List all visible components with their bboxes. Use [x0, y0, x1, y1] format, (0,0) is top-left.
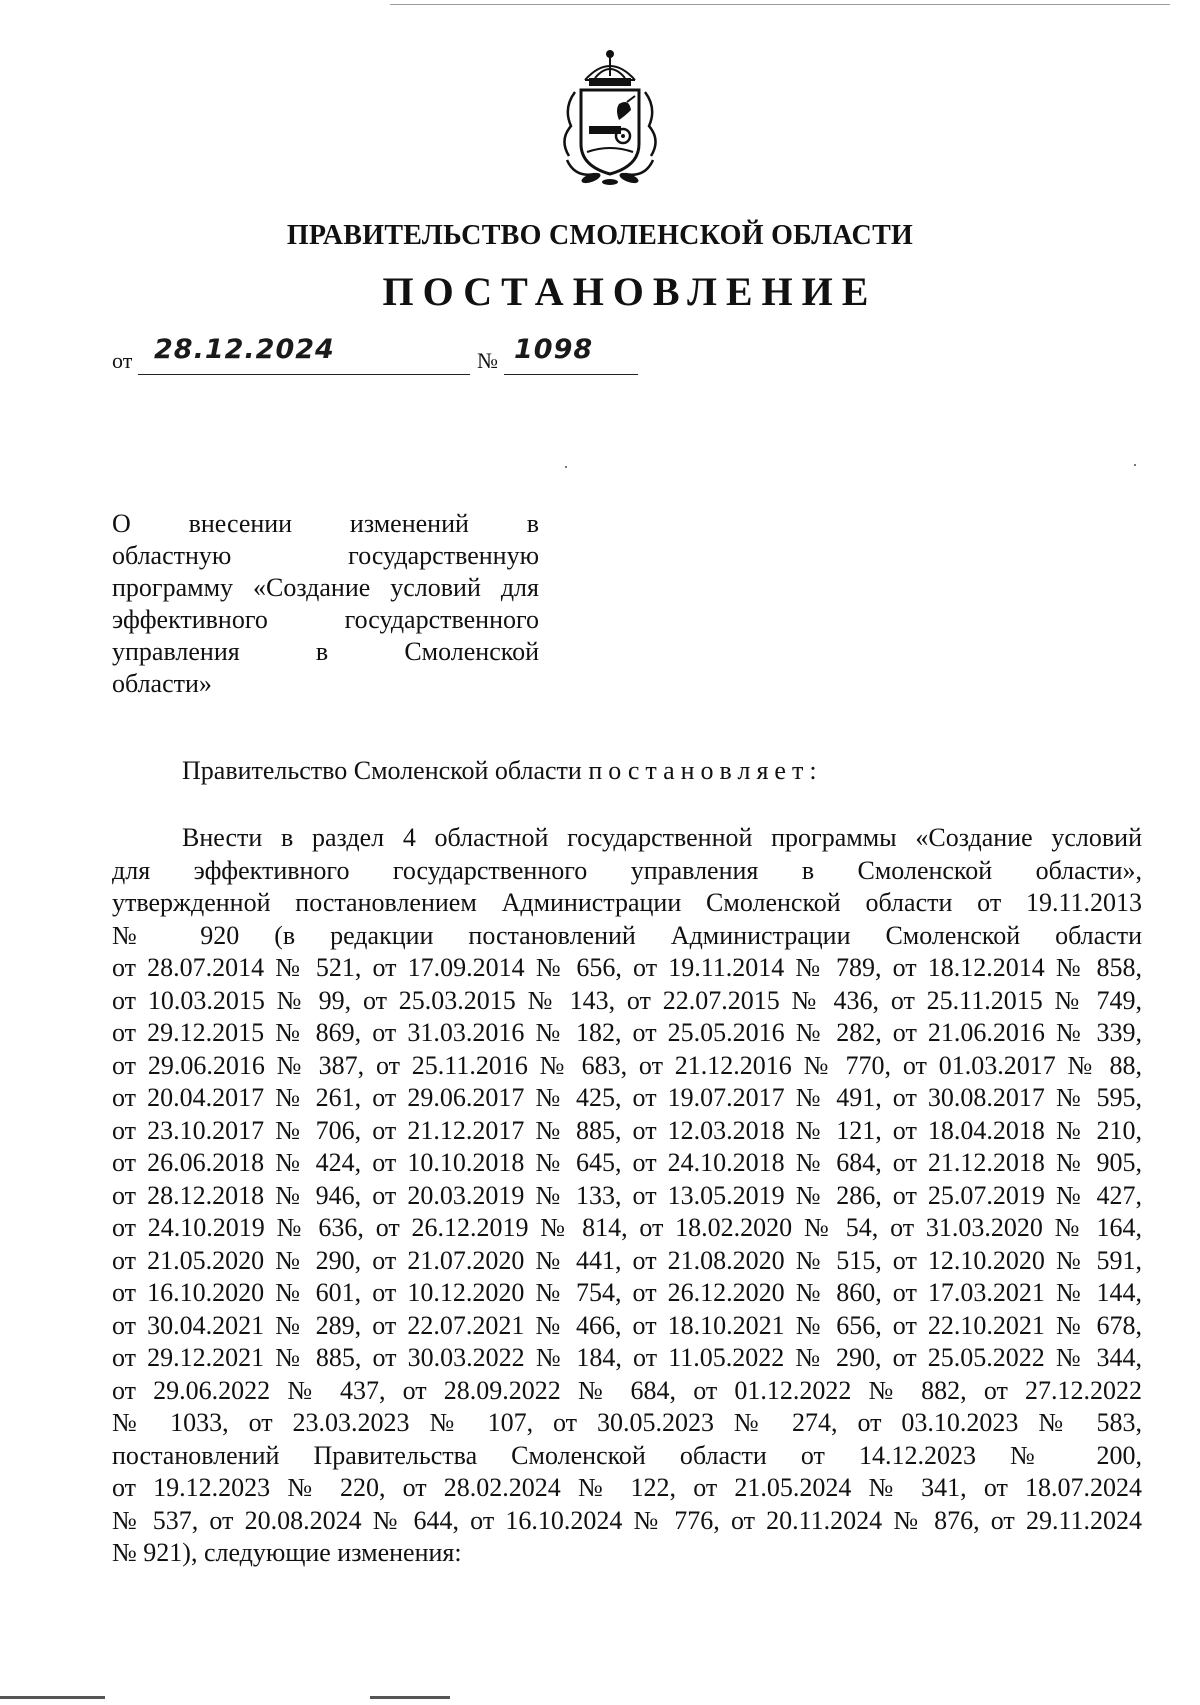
body-line: от 23.10.2017 № 706, от 21.12.2017 № 885, от 12.03.2018 № 121, от 18.04.2018 № 210, [112, 1115, 1142, 1145]
number-label: № [477, 348, 498, 373]
body-line: от 28.07.2014 № 521, от 17.09.2014 № 656, от 19.11.2014 № 789, от 18.12.2014 № 858, [112, 953, 1142, 982]
body-line: № 921), следующие изменения: [112, 1538, 462, 1567]
body-line: от 16.10.2020 № 601, от 10.12.2020 № 754, от 26.12.2020 № 860, от 17.03.2021 № 144, [112, 1278, 1142, 1307]
body-line: от 30.04.2021 № 289, от 22.07.2021 № 466, от 18.10.2021 № 656, от 22.10.2021 № 678, [112, 1310, 1142, 1340]
body-line: № 920 (в редакции постановлений Администрации Смоленской области [112, 920, 1142, 950]
body-line: от 29.12.2021 № 885, от 30.03.2022 № 184, от 11.05.2022 № 290, от 25.05.2022 № 344, [112, 1343, 1142, 1372]
body-line: от 20.04.2017 № 261, от 29.06.2017 № 425, от 19.07.2017 № 491, от 30.08.2017 № 595, [112, 1083, 1142, 1112]
date-underline [138, 374, 470, 375]
scan-speck [565, 466, 567, 468]
date-label: от [112, 348, 133, 373]
body-line: от 29.06.2016 № 387, от 25.11.2016 № 683, от 21.12.2016 № 770, от 01.03.2017 № 88, [112, 1050, 1142, 1080]
body-line: от 26.06.2018 № 424, от 10.10.2018 № 645, от 24.10.2018 № 684, от 21.12.2018 № 905, [112, 1148, 1142, 1177]
subject-line: программу «Создание условий для [112, 573, 539, 602]
body-line: Внести в раздел 4 областной государственной программы «Создание условий [182, 823, 1142, 852]
subject-line: О внесении изменений в [112, 509, 539, 538]
body-line: № 1033, от 23.03.2023 № 107, от 30.05.2023 № 274, от 03.10.2023 № 583, [112, 1408, 1142, 1437]
body-line: утвержденной постановлением Администрации Смоленской области от 19.11.2013 [112, 888, 1142, 917]
preamble-prefix: Правительство Смоленской области [182, 756, 589, 785]
body-line: от 28.12.2018 № 946, от 20.03.2019 № 133, от 13.05.2019 № 286, от 25.07.2019 № 427, [112, 1180, 1142, 1210]
handwritten-number: 1098 [514, 334, 594, 365]
body-line: от 21.05.2020 № 290, от 21.07.2020 № 441, от 21.08.2020 № 515, от 12.10.2020 № 591, [112, 1245, 1142, 1275]
document-type: ПОСТАНОВЛЕНИЕ [382, 269, 878, 314]
body-line: от 24.10.2019 № 636, от 26.12.2019 № 814, от 18.02.2020 № 54, от 31.03.2020 № 164, [112, 1213, 1142, 1242]
subject-line: областную государственную [112, 541, 539, 570]
scan-artifact-mark [370, 1696, 450, 1699]
body-line: для эффективного государственного управления в Смоленской области», [112, 855, 1142, 885]
handwritten-date: 28.12.2024 [154, 334, 335, 365]
resolution-preamble [182, 756, 823, 786]
scan-artifact-mark [0, 1696, 105, 1699]
scan-artifact-line [390, 4, 1170, 5]
body-line: № 537, от 20.08.2024 № 644, от 16.10.2024 № 776, от 20.11.2024 № 876, от 29.11.2024 [112, 1505, 1142, 1535]
document-subject [112, 508, 539, 700]
subject-line: области» [112, 669, 212, 698]
subject-line: управления в Смоленской [112, 637, 539, 666]
coat-of-arms-emblem [555, 48, 665, 188]
resolution-body [112, 822, 1142, 1570]
subject-line: эффективного государственного [112, 605, 539, 634]
body-line: от 29.06.2022 № 437, от 28.09.2022 № 684, от 01.12.2022 № 882, от 27.12.2022 [112, 1375, 1142, 1405]
body-line: от 29.12.2015 № 869, от 31.03.2016 № 182, от 25.05.2016 № 282, от 21.06.2016 № 339, [112, 1018, 1142, 1047]
number-underline [504, 374, 638, 375]
scan-speck [1134, 464, 1136, 466]
government-name: ПРАВИТЕЛЬСТВО СМОЛЕНСКОЙ ОБЛАСТИ [286, 220, 914, 251]
body-line: от 19.12.2023 № 220, от 28.02.2024 № 122, от 21.05.2024 № 341, от 18.07.2024 [112, 1473, 1142, 1502]
body-line: постановлений Правительства Смоленской области от 14.12.2023 № 200, [112, 1440, 1142, 1470]
body-line: от 10.03.2015 № 99, от 25.03.2015 № 143, от 22.07.2015 № 436, от 25.11.2015 № 749, [112, 985, 1142, 1015]
preamble-verb: постановляет: [588, 756, 823, 785]
